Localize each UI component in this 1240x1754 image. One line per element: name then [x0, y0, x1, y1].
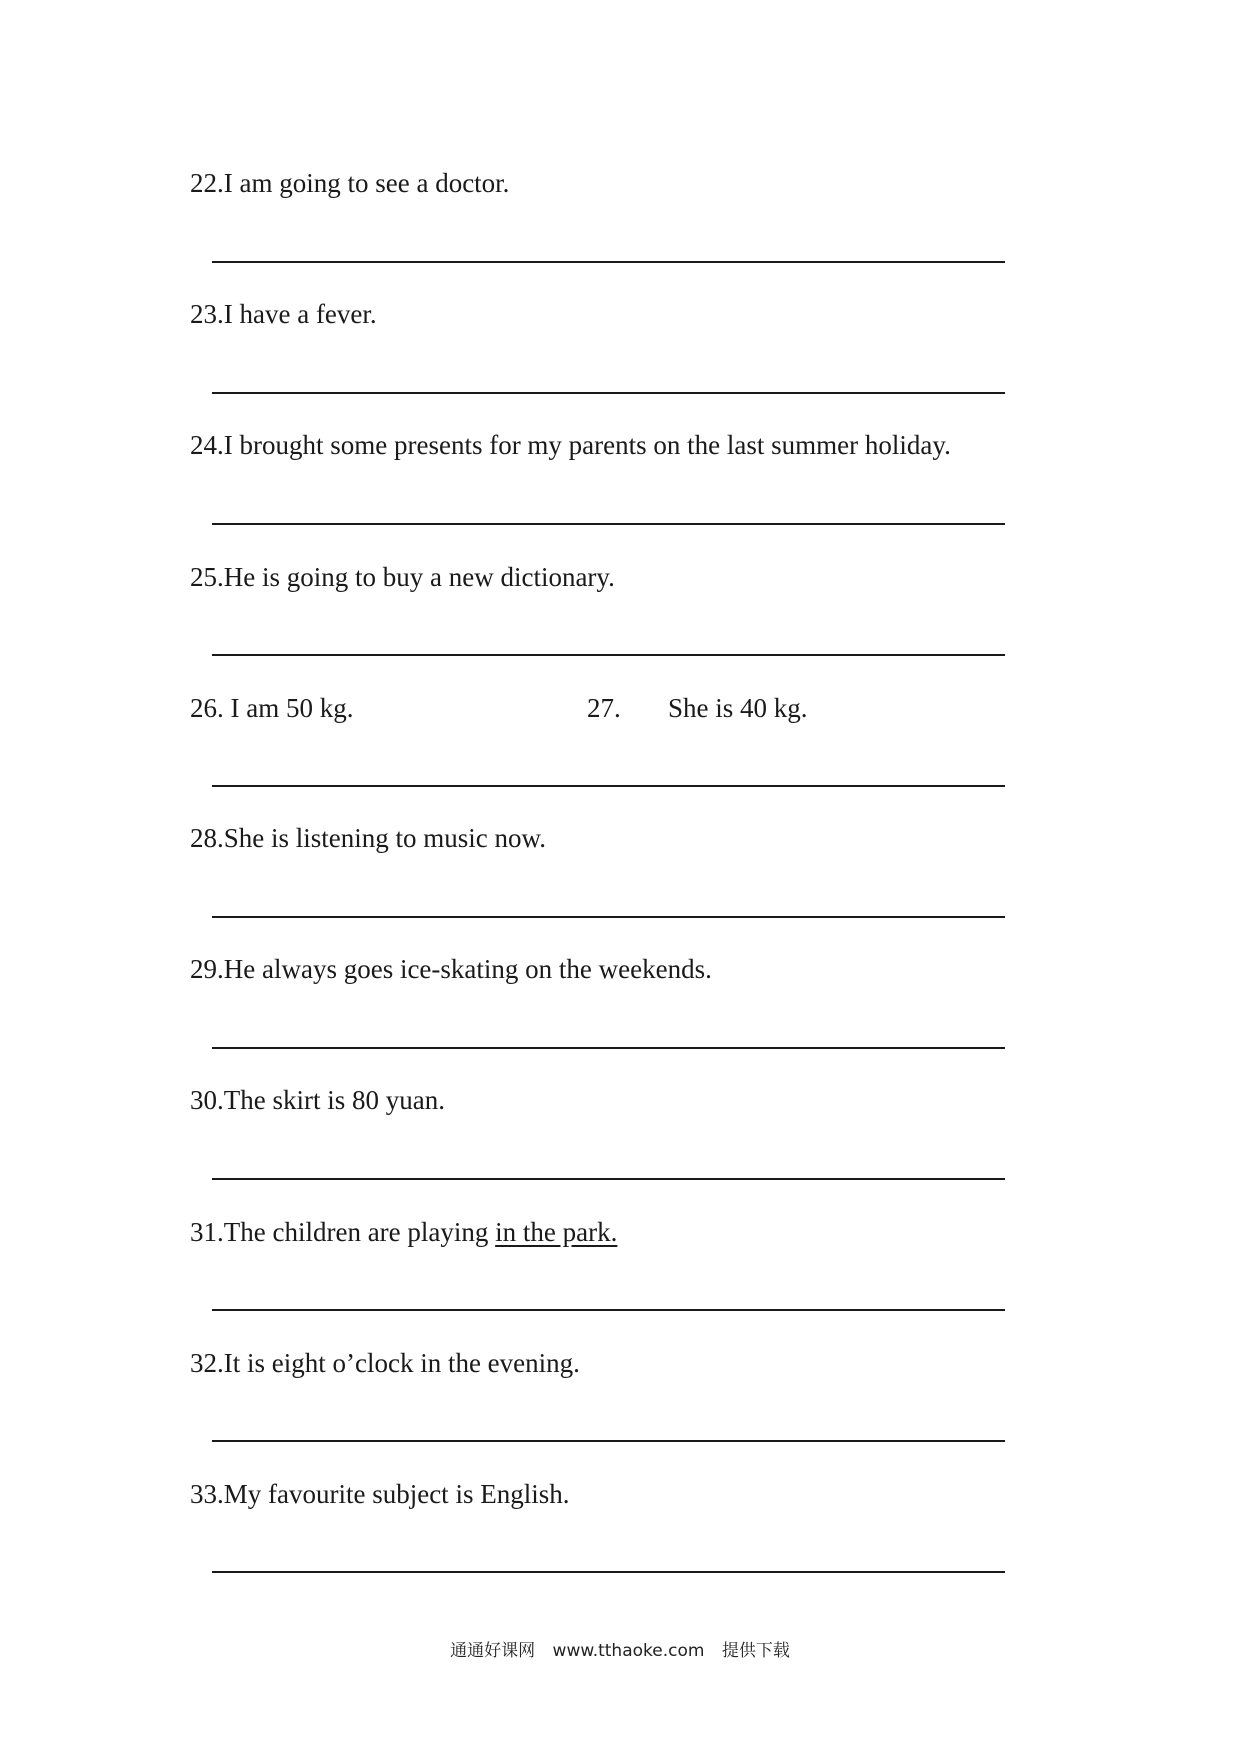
question-27-number: 27.: [587, 693, 621, 723]
footer-site-name: 通通好课网: [450, 1641, 536, 1661]
question-25: 25.He is going to buy a new dictionary.: [190, 562, 615, 592]
question-23: 23.I have a fever.: [190, 299, 377, 329]
answer-line-25: [212, 654, 1005, 656]
question-22: 22.I am going to see a doctor.: [190, 168, 510, 198]
question-31-text: 31.The children are playing: [190, 1217, 496, 1247]
answer-line-31: [212, 1309, 1005, 1311]
question-24: 24.I brought some presents for my parents on the last summer holiday.: [190, 430, 951, 460]
footer-url[interactable]: www.tthaoke.com: [552, 1641, 705, 1661]
answer-line-30: [212, 1178, 1005, 1180]
question-26: 26. I am 50 kg.: [190, 693, 354, 723]
question-30: 30.The skirt is 80 yuan.: [190, 1085, 445, 1115]
answer-line-22: [212, 261, 1005, 263]
question-31-underlined-phrase: in the park.: [495, 1217, 618, 1247]
answer-line-26-27: [212, 785, 1005, 787]
question-28: 28.She is listening to music now.: [190, 823, 546, 853]
question-29: 29.He always goes ice-skating on the weekends.: [190, 954, 712, 984]
answer-line-24: [212, 523, 1005, 525]
answer-line-32: [212, 1440, 1005, 1442]
answer-line-33: [212, 1571, 1005, 1573]
answer-line-28: [212, 916, 1005, 918]
footer: [0, 1636, 1240, 1661]
footer-suffix: 提供下载: [721, 1641, 790, 1661]
question-31: [190, 1216, 617, 1248]
question-32: 32.It is eight o’clock in the evening.: [190, 1348, 580, 1378]
question-33: 33.My favourite subject is English.: [190, 1479, 570, 1509]
answer-line-29: [212, 1047, 1005, 1049]
answer-line-23: [212, 392, 1005, 394]
question-27-text: She is 40 kg.: [668, 693, 808, 723]
